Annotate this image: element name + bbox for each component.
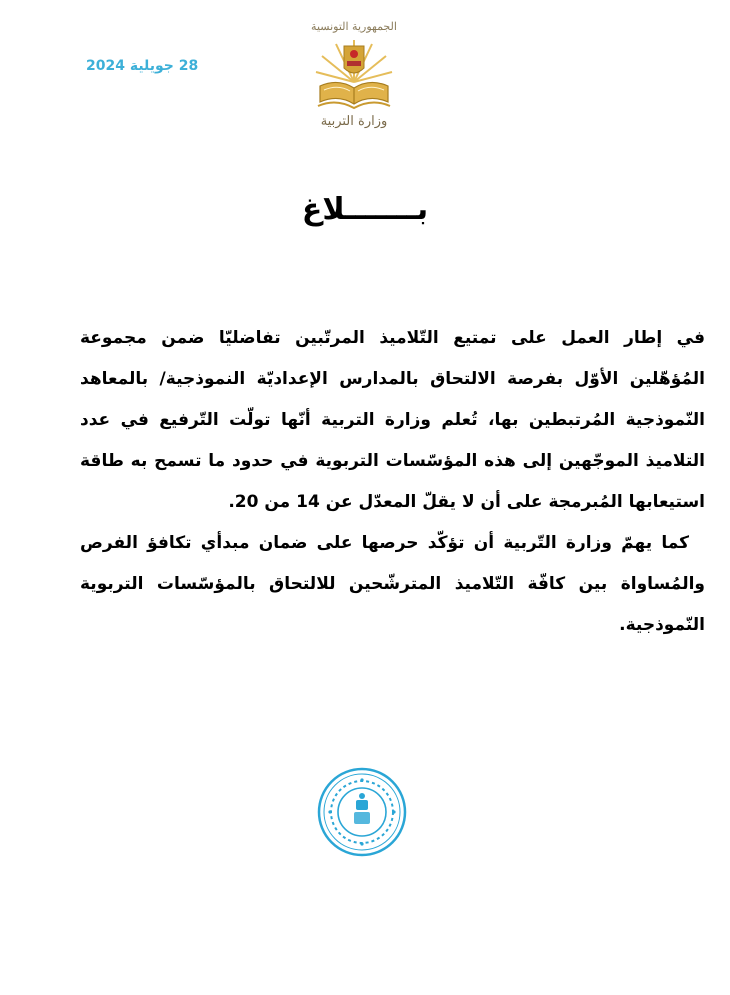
document-body xyxy=(80,318,705,646)
official-stamp-icon xyxy=(316,766,408,858)
document-date: 28 جويلية 2024 xyxy=(86,58,199,74)
paragraph-2: كما يهمّ وزارة التّربية أن تؤكّد حرصها على ضمان مبدأي تكافؤ الفرص والمُساواة بين كافّة التّلاميذ المترشّحين للالتحاق بالمؤسّسات التربوية النّموذجية. xyxy=(80,533,705,635)
paragraph-1: في إطار العمل على تمتيع التّلاميذ المرتّبين تفاضليّا ضمن مجموعة المُؤهّلين الأوّل بفرصة الالتحاق بالمدارس الإعداديّة النموذجية/ بالمعاهد النّموذجية المُرتبطين بها، تُعلم وزارة التربية أنّها تولّت التّرفيع في عدد التلاميذ الموجّهين إلى هذه المؤسّسات التربوية في حدود ما تسمح به طاقة استيعابها المُبرمجة على أن لا يقلّ المعدّل عن 14 من 20. xyxy=(80,328,705,512)
document-title: بـــــــلاغ xyxy=(301,192,429,227)
logo-republic-text: الجمهورية التونسية xyxy=(311,20,397,33)
ministry-logo xyxy=(304,20,404,138)
logo-ministry-text: وزارة التربية xyxy=(320,114,388,129)
emblem-book-icon xyxy=(314,36,394,114)
